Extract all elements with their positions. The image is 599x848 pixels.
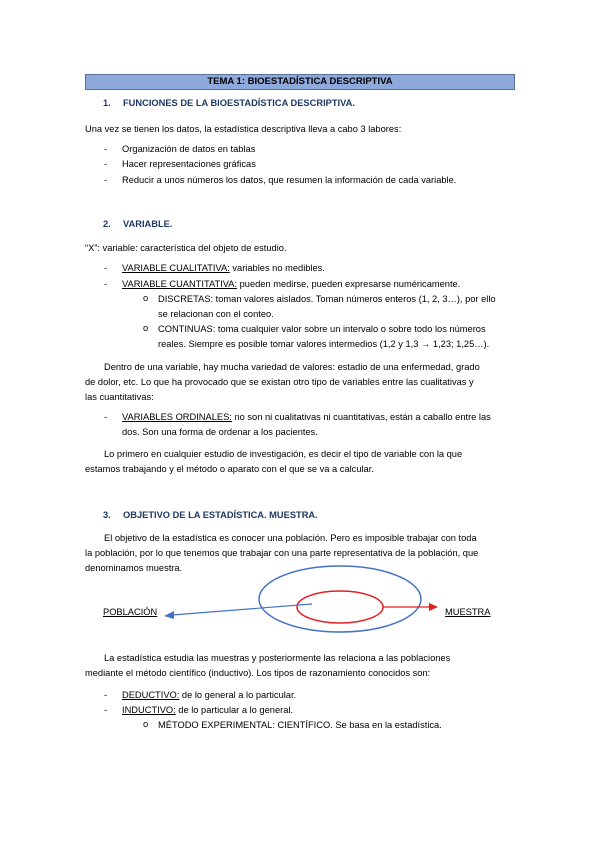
term-text: pueden medirse, pueden expresarse numéricamente. xyxy=(237,279,461,289)
population-arrowhead xyxy=(164,611,174,619)
continuas-line-2: reales. Siempre es posible tomar valores intermedios (1,2 y 1,3 → 1,23; 1,25…). xyxy=(158,339,490,349)
ordinales-line-2: dos. Son una forma de ordenar a los pacientes. xyxy=(122,427,318,437)
list-dash: - xyxy=(104,705,108,715)
list-item-deductivo xyxy=(122,689,296,702)
sub-bullet: o xyxy=(143,719,149,729)
section-1-title: FUNCIONES DE LA BIOESTADÍSTICA DESCRIPTIVA. xyxy=(123,98,355,108)
sample-arrowhead xyxy=(429,603,438,611)
discretas-line-2: se relacionan con el conteo. xyxy=(158,309,274,319)
term-text: variables no medibles. xyxy=(229,263,325,273)
list-dash: - xyxy=(104,279,108,289)
section-2-number: 2. xyxy=(103,219,111,229)
list-item: Hacer representaciones gráficas xyxy=(122,159,256,169)
term-label: INDUCTIVO: xyxy=(122,705,176,715)
diagram-label-poblacion: POBLACIÓN xyxy=(103,607,158,617)
section-1-intro: Una vez se tienen los datos, la estadística descriptiva lleva a cabo 3 labores: xyxy=(85,124,402,134)
list-item: Reducir a unos números los datos, que resumen la información de cada variable. xyxy=(122,175,457,185)
term-label: VARIABLES ORDINALES: xyxy=(122,412,232,422)
sample-ellipse xyxy=(297,591,383,623)
term-label: DEDUCTIVO: xyxy=(122,690,180,700)
continuas-line-1: CONTINUAS: toma cualquier valor sobre un intervalo o sobre todo los números xyxy=(158,324,486,334)
term-label: VARIABLE CUANTITATIVA: xyxy=(122,279,238,289)
list-dash: - xyxy=(104,263,108,273)
section-2-title: VARIABLE. xyxy=(123,219,173,229)
list-dash: - xyxy=(104,159,108,169)
population-ellipse xyxy=(259,566,421,632)
section-1-number: 1. xyxy=(103,98,111,108)
list-item: Organización de datos en tablas xyxy=(122,144,256,154)
population-arrow xyxy=(172,604,312,615)
paragraph-line: El objetivo de la estadística es conocer una población. Pero es imposible trabajar con toda xyxy=(104,533,477,543)
page-title: TEMA 1: BIOESTADÍSTICA DESCRIPTIVA xyxy=(85,74,515,90)
diagram-label-muestra: MUESTRA xyxy=(445,607,491,617)
discretas-line-1: DISCRETAS: toman valores aislados. Toman números enteros (1, 2, 3…), por ello xyxy=(158,294,496,304)
list-dash: - xyxy=(104,690,108,700)
paragraph-line: la población, por lo que tenemos que trabajar con una parte representativa de la población, que xyxy=(85,548,479,558)
sub-bullet: o xyxy=(143,293,149,303)
paragraph-line: de dolor, etc. Lo que ha provocado que se existan otro tipo de variables entre las cualitativas y xyxy=(85,377,474,387)
paragraph-line: Dentro de una variable, hay mucha variedad de valores: estadio de una enfermedad, grado xyxy=(104,362,480,372)
term-text: no son ni cualitativas ni cuantitativas, están a caballo entre las xyxy=(231,412,491,422)
term-text: de lo general a lo particular. xyxy=(179,690,297,700)
paragraph-line: mediante el método científico (inductivo). Los tipos de razonamiento conocidos son: xyxy=(85,668,431,678)
paragraph-line: Lo primero en cualquier estudio de investigación, es decir el tipo de variable con la que xyxy=(104,449,463,459)
metodo-experimental: MÉTODO EXPERIMENTAL: CIENTÍFICO. Se basa en la estadística. xyxy=(158,720,442,730)
list-dash: - xyxy=(104,175,108,185)
paragraph-line: La estadística estudia las muestras y posteriormente las relaciona a las poblaciones xyxy=(104,653,451,663)
paragraph-line: estamos trabajando y el método o aparato con el que se va a calcular. xyxy=(85,464,374,474)
term-text: de lo particular a lo general. xyxy=(175,705,294,715)
list-dash: - xyxy=(104,144,108,154)
list-item-inductivo xyxy=(122,704,293,717)
paragraph-line: las cuantitativas: xyxy=(85,392,154,402)
variable-definition: “X”: variable: característica del objeto de estudio. xyxy=(85,243,287,253)
term-label: VARIABLE CUALITATIVA: xyxy=(122,263,230,273)
sub-bullet: o xyxy=(143,323,149,333)
paragraph-line: denominamos muestra. xyxy=(85,563,183,573)
list-dash: - xyxy=(104,412,108,422)
section-3-title: OBJETIVO DE LA ESTADÍSTICA. MUESTRA. xyxy=(123,510,318,520)
section-3-number: 3. xyxy=(103,510,111,520)
